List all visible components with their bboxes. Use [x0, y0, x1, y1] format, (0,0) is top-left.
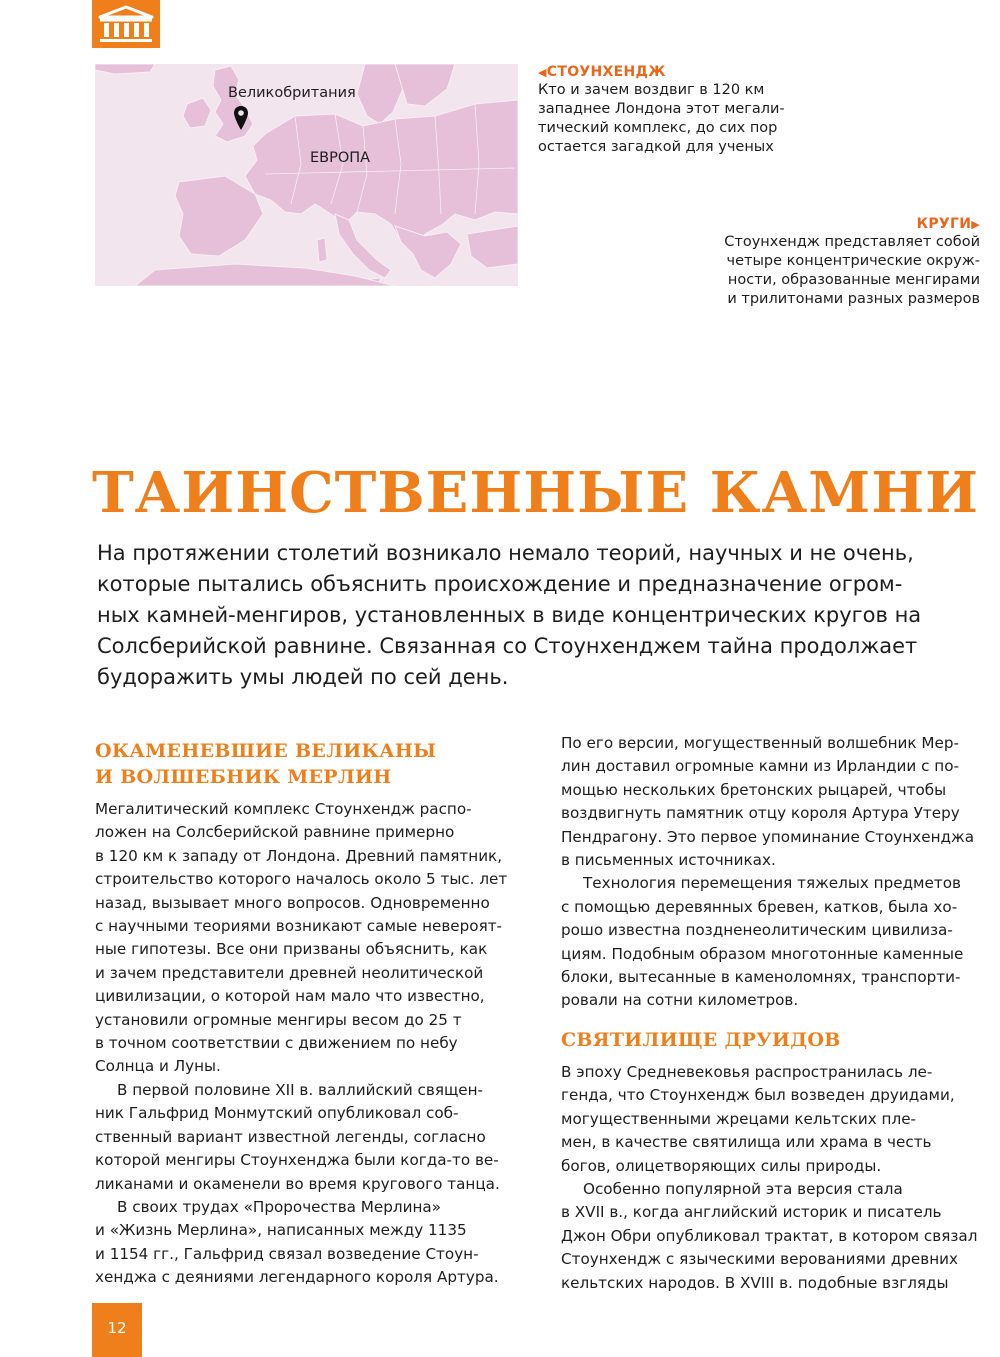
body-line: ник Гальфрид Монмутский опубликовал соб- — [95, 1104, 459, 1123]
body-line: ные гипотезы. Все они призваны объяснить, как — [95, 940, 488, 959]
lead-line: ных камней-менгиров, установленных в виде концентрических кругов на — [97, 603, 922, 627]
body-line: которой менгиры Стоунхенджа были когда-то ве- — [95, 1151, 499, 1170]
body-line: цивилизации, о которой нам мало что известно, — [95, 987, 485, 1006]
body-line: рошо известна поздненеолитическим цивилиза- — [561, 921, 953, 940]
caption-line: и трилитонами разных размеров — [727, 291, 980, 307]
body-line: и зачем представители древней неолитической — [95, 963, 484, 982]
body-line: В первой половине XII в. валлийский священ- — [117, 1080, 484, 1099]
body-line: в точном соответствии с движением по небу — [95, 1034, 458, 1053]
body-line: В своих трудах «Пророчества Мерлина» — [117, 1197, 441, 1216]
body-line: блоки, вытесанные в каменоломнях, транспорти- — [561, 968, 961, 987]
caption-line: ности, образованные менгирами — [727, 272, 980, 288]
caption-line: Стоунхендж представляет собой — [724, 234, 980, 250]
body-line: ственный вариант известной легенды, согласно — [95, 1127, 486, 1146]
lead-line: На протяжении столетий возникало немало теорий, научных и не очень, — [97, 541, 914, 565]
body-line: Технология перемещения тяжелых предметов — [583, 874, 961, 893]
caption-line: западнее Лондона этот мегали- — [538, 101, 785, 117]
body-line: в письменных источниках. — [561, 851, 776, 870]
map-label-continent: ЕВРОПА — [310, 150, 371, 166]
caret-left-icon: ◀ — [538, 66, 547, 79]
body-line: воздвигнуть памятник отцу короля Артура Утеру — [561, 804, 960, 823]
body-line: генда, что Стоунхендж был возведен друидами, — [561, 1086, 955, 1105]
caption-circles-title: КРУГИ▶ — [916, 216, 980, 232]
body-line: могущественными жрецами кельтских пле- — [561, 1109, 917, 1128]
body-line: ложен на Солсберийской равнине примерно — [95, 823, 455, 842]
body-line: Солнца и Луны. — [95, 1057, 221, 1076]
body-line: ликанами и окаменели во время кругового танца. — [95, 1174, 500, 1193]
body-line: с научными теориями возникают самые неверoят- — [95, 917, 503, 936]
caret-right-icon: ▶ — [971, 218, 980, 231]
body-line: Стоунхендж с языческими верованиями древних — [561, 1250, 958, 1269]
body-line: лин доставил огромные камни из Ирландии с по- — [561, 757, 959, 776]
caption-stonehenge — [538, 64, 798, 157]
body-line: и «Жизнь Мерлина», написанных между 1135 — [95, 1221, 467, 1240]
lead-paragraph — [97, 538, 977, 693]
body-line: мощью нескольких бретонских рыцарей, чтобы — [561, 780, 947, 799]
caption-line: Кто и зачем воздвиг в 120 км — [538, 82, 765, 98]
body-line: хенджа с деяниями легендарного короля Артура. — [95, 1268, 499, 1287]
body-line: Мегалитический комплекс Стоунхендж распо- — [95, 800, 472, 818]
left-column — [95, 738, 535, 1290]
caption-line: тический комплекс, до сих пор — [538, 120, 778, 136]
right-column — [561, 732, 981, 1295]
temple-columns-icon — [92, 0, 160, 48]
body-line: В эпоху Средневековья распространилась ле- — [561, 1062, 933, 1081]
body-line: богов, олицетворяющих силы природы. — [561, 1156, 882, 1175]
body-line: Особенно популярной эта версия стала — [583, 1179, 903, 1198]
caption-circles — [680, 216, 980, 309]
body-line: кельтских народов. В XVIII в. подобные взгляды — [561, 1273, 949, 1292]
body-line: и 1154 гг., Гальфрид связал возведение Стоун- — [95, 1244, 479, 1263]
lead-line: будоражить умы людей по сей день. — [97, 665, 509, 689]
europe-map — [95, 64, 518, 286]
body-line: в 120 км к западу от Лондона. Древний памятник, — [95, 846, 503, 865]
lead-line: Солсберийской равнине. Связанная со Стоунхенджем тайна продолжает — [97, 634, 918, 658]
body-line: с помощью деревянных бревен, катков, была хо- — [561, 897, 958, 916]
page-title: ТАИНСТВЕННЫЕ КАМНИ — [92, 460, 980, 526]
body-line: строительство которого началось около 5 тыс. лет — [95, 870, 508, 889]
body-line: установили огромные менгиры весом до 25 т — [95, 1010, 462, 1029]
caption-stonehenge-title: ◀СТОУНХЕНДЖ — [538, 64, 666, 80]
lead-line: которые пытались объяснить происхождение и предназначение огром- — [97, 572, 903, 596]
caption-line: остается загадкой для ученых — [538, 139, 774, 155]
caption-line: четыре концентрические окруж- — [726, 253, 980, 269]
body-line: Пендрагону. Это первое упоминание Стоунхенджа — [561, 827, 975, 846]
body-line: мен, в качестве святилища или храма в честь — [561, 1133, 932, 1152]
body-line: ровали на сотни километров. — [561, 991, 799, 1010]
section-heading-giants: ОКАМЕНЕВШИЕ ВЕЛИКАНЫ И ВОЛШЕБНИК МЕРЛИН — [95, 740, 437, 788]
body-line: циям. Подобным образом многотонные каменные — [561, 944, 964, 963]
body-line: назад, вызывает много вопросов. Одновременно — [95, 893, 490, 912]
body-line: в XVII в., когда английский историк и писатель — [561, 1203, 942, 1222]
map-label-country: Великобритания — [228, 85, 356, 101]
page-number: 12 — [92, 1303, 142, 1357]
body-line: Джон Обри опубликовал трактат, в котором связал — [561, 1226, 978, 1245]
body-line: По его версии, могущественный волшебник Мер- — [561, 734, 959, 752]
section-heading-druids: СВЯТИЛИЩЕ ДРУИДОВ — [561, 1028, 841, 1051]
